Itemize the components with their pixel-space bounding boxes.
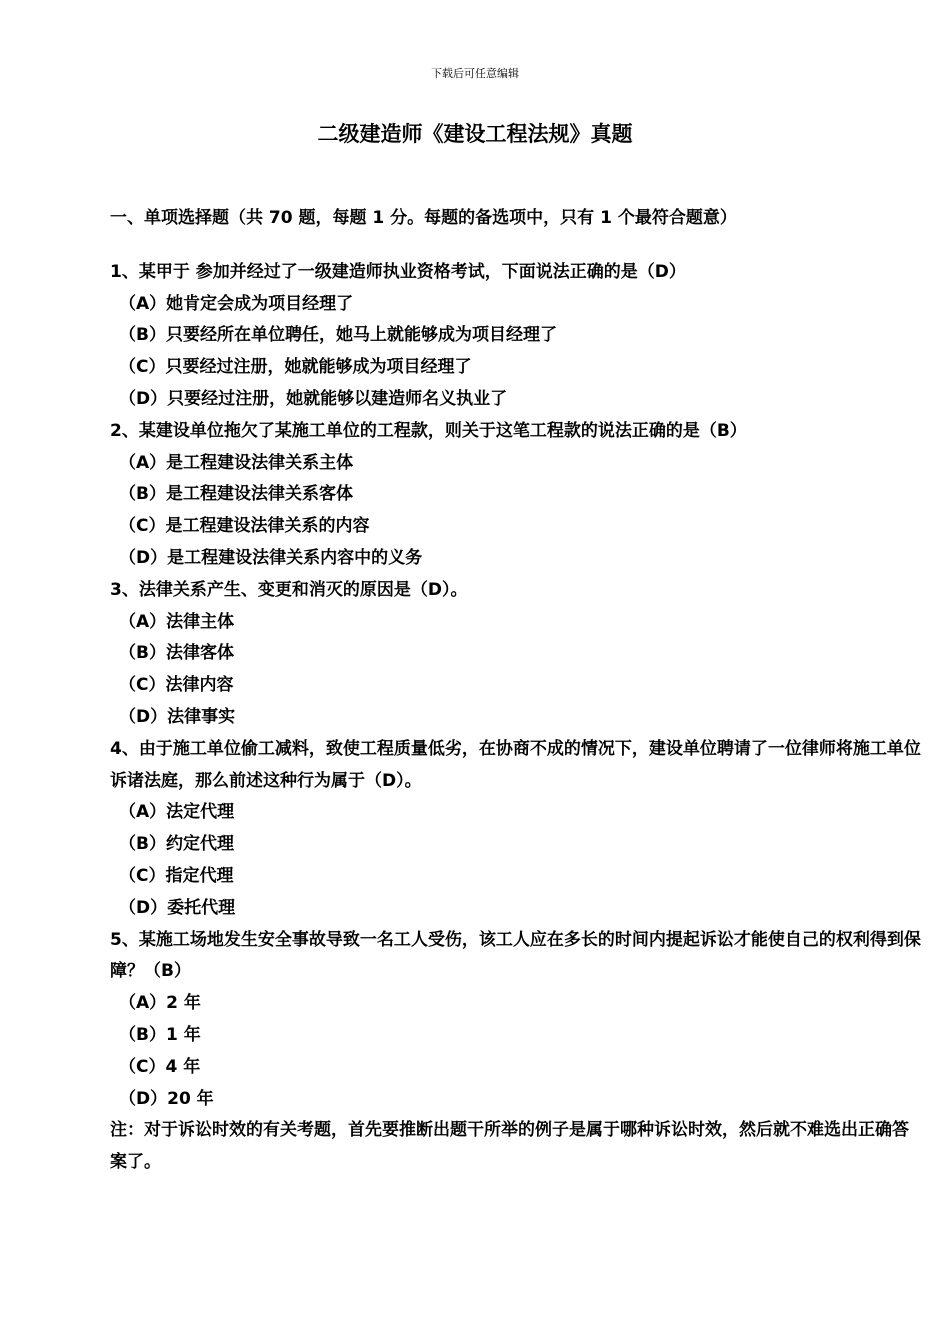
header-note: 下载后可任意编辑: [431, 67, 519, 80]
question-stem: 2、某建设单位拖欠了某施工单位的工程款，则关于这笔工程款的说法正确的是（B）: [110, 420, 747, 441]
option-b: （B）是工程建设法律关系客体: [119, 484, 353, 505]
question-stem: 5、某施工场地发生安全事故导致一名工人受伤，该工人应在多长的时间内提起诉讼才能使自己的权利得到保障？（B）: [110, 929, 921, 982]
option-a: （A）法定代理: [119, 802, 235, 823]
question-stem: 1、某甲于 参加并经过了一级建造师执业资格考试，下面说法正确的是（D）: [110, 261, 686, 282]
question-block: [110, 925, 922, 1116]
option-c: （C）法律内容: [119, 675, 234, 696]
question-stem: 4、由于施工单位偷工减料，致使工程质量低劣，在协商不成的情况下，建设单位聘请了一位律师将施工单位诉诸法庭，那么前述这种行为属于（D）。: [110, 738, 921, 791]
question-stem: 3、法律关系产生、变更和消灭的原因是（D）。: [110, 579, 468, 600]
option-c: （C）指定代理: [119, 865, 234, 886]
option-c: （C）是工程建设法律关系的内容: [119, 516, 370, 537]
option-c: （C）只要经过注册，她就能够成为项目经理了: [119, 357, 472, 378]
option-a: （A）2 年: [119, 993, 201, 1014]
option-d: （D）20 年: [119, 1088, 214, 1109]
option-b: （B）法律客体: [119, 643, 234, 664]
answer-note: 注：对于诉讼时效的有关考题，首先要推断出题干所举的例子是属于哪种诉讼时效，然后就不难选出正确答案了。: [110, 1120, 909, 1173]
option-a: （A）她肯定会成为项目经理了: [119, 293, 354, 314]
option-d: （D）是工程建设法律关系内容中的义务: [119, 547, 423, 568]
option-d: （D）委托代理: [119, 897, 236, 918]
option-d: （D）法律事实: [119, 706, 236, 727]
option-b: （B）约定代理: [119, 834, 234, 855]
option-b: （B）只要经所在单位聘任，她马上就能够成为项目经理了: [119, 325, 557, 346]
option-c: （C）4 年: [119, 1056, 201, 1077]
document-title: 二级建造师《建设工程法规》真题: [317, 122, 633, 146]
option-d: （D）只要经过注册，她就能够以建造师名义执业了: [119, 388, 508, 409]
document-body: [110, 203, 922, 1179]
option-b: （B）1 年: [119, 1024, 201, 1045]
question-block: [110, 257, 922, 416]
question-block: [110, 734, 922, 925]
section-heading: 一、单项选择题（共 70 题，每题 1 分。每题的备选项中，只有 1 个最符合题意）: [110, 208, 737, 228]
question-block: [110, 416, 922, 575]
option-a: （A）法律主体: [119, 611, 235, 632]
question-block: [110, 575, 922, 734]
option-a: （A）是工程建设法律关系主体: [119, 452, 354, 473]
